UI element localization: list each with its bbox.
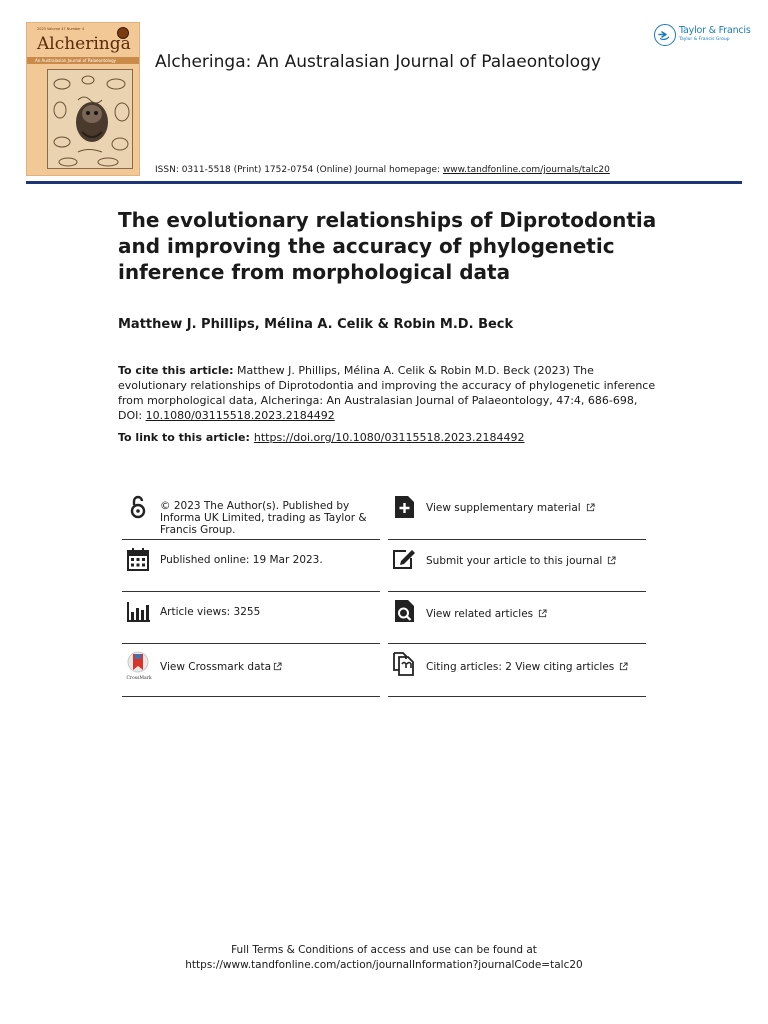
crossmark-cell[interactable] xyxy=(122,645,380,697)
crossmark-icon xyxy=(126,651,152,681)
submit-edit-icon xyxy=(392,546,416,572)
cover-issue-text: 2023 Volume 47 Number 4 xyxy=(37,27,85,31)
citing-articles-link[interactable]: Citing articles: 2 View citing articles xyxy=(426,661,615,673)
link-label: To link to this article: xyxy=(118,431,250,444)
journal-cover-image xyxy=(26,22,140,176)
published-date-text: Published online: 19 Mar 2023. xyxy=(160,554,323,566)
submit-cell[interactable] xyxy=(388,540,646,592)
issn-line xyxy=(155,165,610,175)
supplementary-cell[interactable] xyxy=(388,488,646,540)
bar-chart-icon xyxy=(126,598,150,624)
crossmark-link[interactable]: View Crossmark data xyxy=(160,661,272,673)
article-doi-link[interactable]: https://doi.org/10.1080/03115518.2023.2184492 xyxy=(253,431,525,444)
cite-doi-link[interactable]: 10.1080/03115518.2023.2184492 xyxy=(145,409,335,422)
article-authors: Matthew J. Phillips, Mélina A. Celik & Robin M.D. Beck xyxy=(118,317,514,332)
related-cell[interactable] xyxy=(388,592,646,644)
open-access-icon xyxy=(126,494,150,520)
views-cell xyxy=(122,592,380,644)
article-views-text: Article views: 3255 xyxy=(160,606,261,618)
related-articles-link[interactable]: View related articles xyxy=(426,608,534,620)
crossmark-icon-label: CrossMark xyxy=(126,676,152,681)
external-link-icon xyxy=(607,556,616,565)
terms-link[interactable]: https://www.tandfonline.com/action/journalInformation?journalCode=talc20 xyxy=(185,959,583,971)
external-link-icon xyxy=(538,609,547,618)
cover-title: Alcheringa xyxy=(37,34,131,54)
journal-title: Alcheringa: An Australasian Journal of Palaeontology xyxy=(155,52,601,72)
issn-text: ISSN: 0311-5518 (Print) 1752-0754 (Online) Journal homepage: xyxy=(155,165,443,175)
open-access-text: © 2023 The Author(s). Published by Informa UK Limited, trading as Taylor & Francis Group. xyxy=(160,500,367,536)
external-link-icon xyxy=(273,662,282,671)
terms-text: Full Terms & Conditions of access and use can be found at xyxy=(231,944,537,956)
journal-homepage-link[interactable]: www.tandfonline.com/journals/talc20 xyxy=(442,165,610,175)
publisher-group: Taylor & Francis Group xyxy=(679,37,730,42)
article-link-line xyxy=(118,431,524,444)
submit-article-link[interactable]: Submit your article to this journal xyxy=(426,555,603,567)
external-link-icon xyxy=(619,662,628,671)
related-search-icon xyxy=(392,598,416,624)
article-title: The evolutionary relationships of Diprotodontia and improving the accuracy of phylogenetic inference from morphological data xyxy=(118,208,657,284)
cover-subtitle: An Australasian Journal of Palaeontology xyxy=(35,58,116,63)
published-cell xyxy=(122,540,380,592)
cover-fossil-illustration xyxy=(47,69,133,169)
citing-articles-icon xyxy=(392,651,416,677)
supplementary-icon xyxy=(392,494,416,520)
external-link-icon xyxy=(586,503,595,512)
publisher-logo[interactable] xyxy=(654,22,754,48)
cite-label: To cite this article: xyxy=(118,364,234,377)
publisher-name: Taylor & Francis xyxy=(679,25,751,36)
citation-block xyxy=(118,363,658,423)
calendar-icon xyxy=(126,546,150,572)
cite-text: Matthew J. Phillips, Mélina A. Celik & Robin M.D. Beck (2023) The evolutionary relationships of Diprotodontia and improving the accuracy of phylogenetic inference from morphological data, Alcheringa: An Australasian Journal of Palaeontology, 47:4, 686-698, DOI: xyxy=(118,364,656,422)
terms-footer xyxy=(0,943,768,973)
header-divider xyxy=(26,181,742,184)
supplementary-link[interactable]: View supplementary material xyxy=(426,502,581,514)
taylor-francis-logo-icon xyxy=(654,24,676,46)
citing-cell[interactable] xyxy=(388,645,646,697)
open-access-cell xyxy=(122,488,380,540)
